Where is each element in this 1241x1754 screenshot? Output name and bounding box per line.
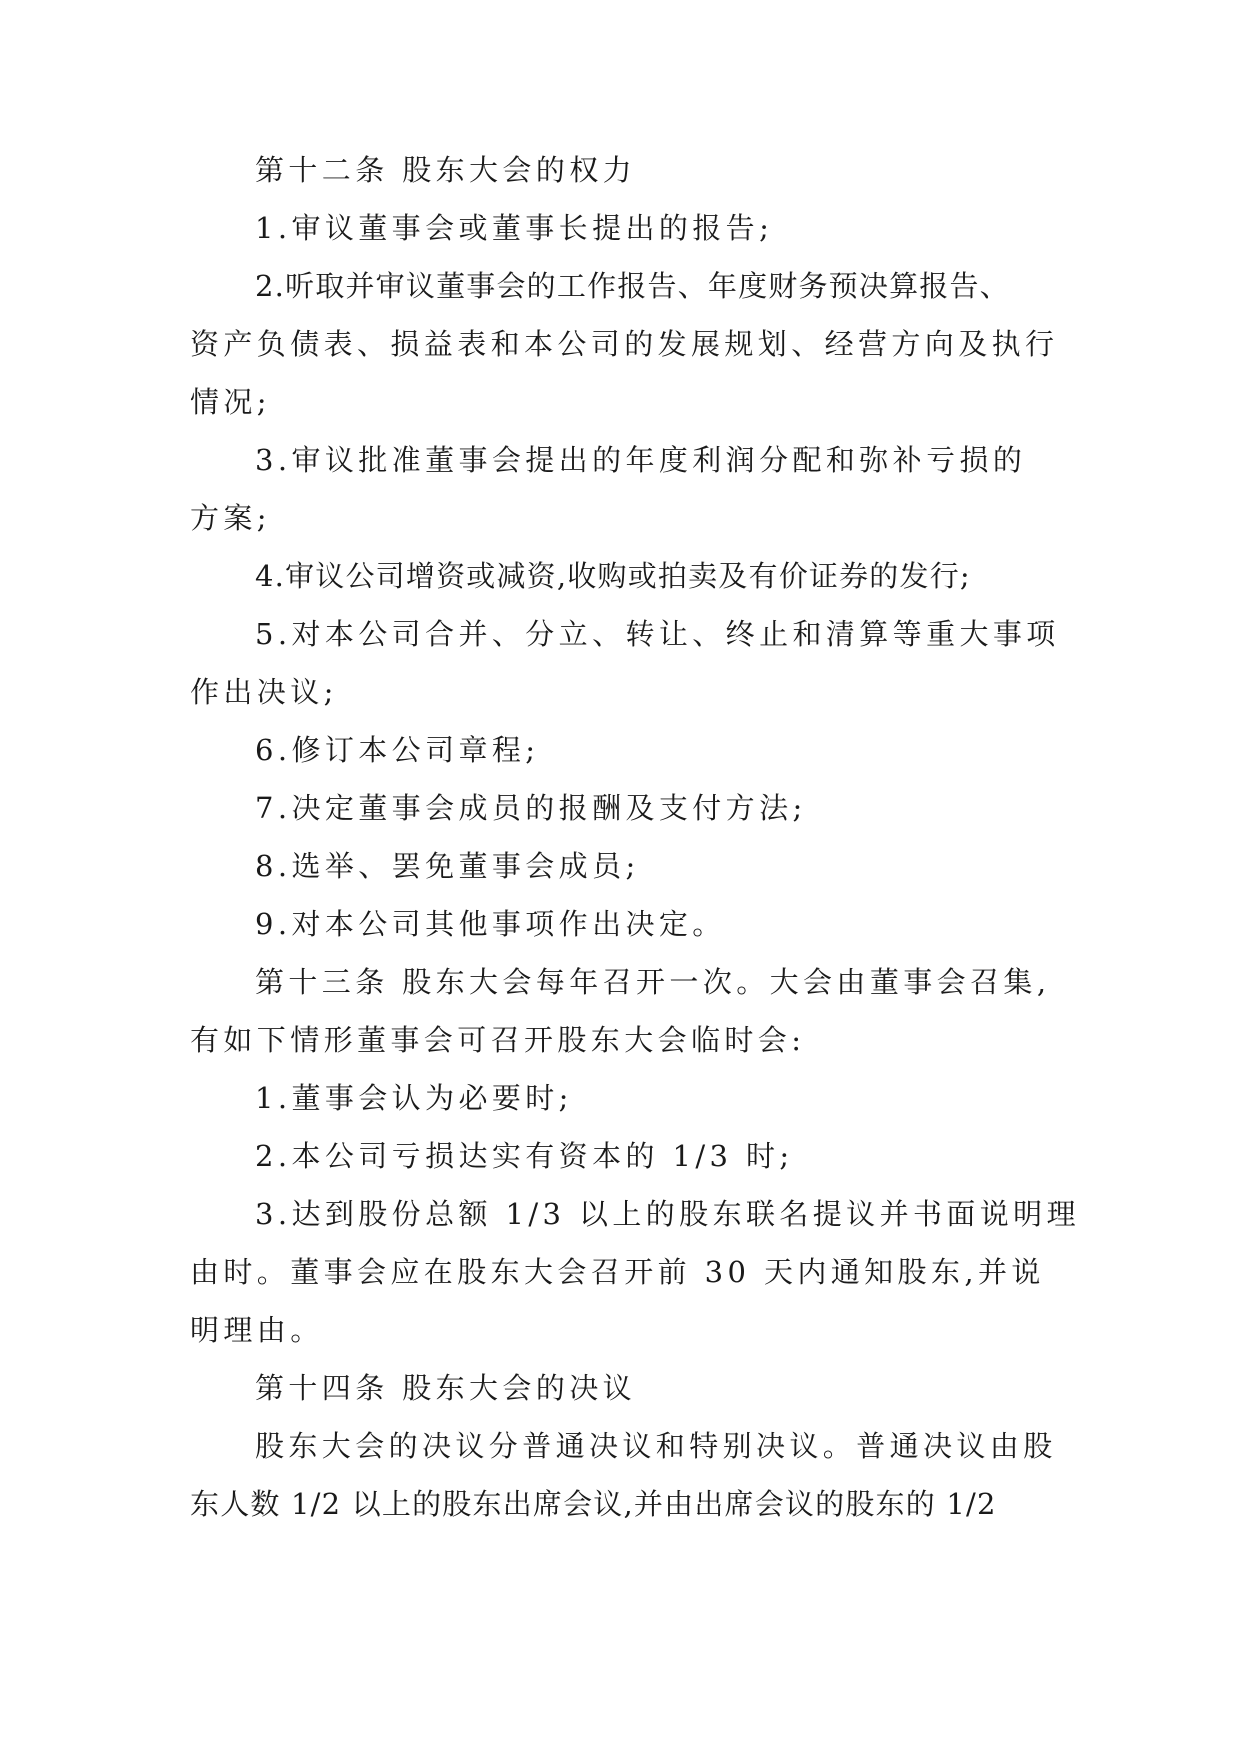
article-13-line-1: 第十三条 股东大会每年召开一次。大会由董事会召集, — [255, 965, 1051, 999]
article-12-item-2-line-1: 2.听取并审议董事会的工作报告、年度财务预决算报告、 — [255, 269, 1010, 303]
article-14-heading: 第十四条 股东大会的决议 — [255, 1371, 637, 1405]
article-12-heading: 第十二条 股东大会的权力 — [255, 153, 637, 187]
article-12-item-8: 8.选举、罢免董事会成员; — [255, 849, 640, 883]
article-12-item-4: 4.审议公司增资或减资,收购或拍卖及有价证券的发行; — [255, 559, 971, 593]
article-12-item-5-line-2: 作出决议; — [190, 675, 338, 709]
article-12-item-3-line-1: 3.审议批准董事会提出的年度利润分配和弥补亏损的 — [255, 443, 1027, 477]
article-12-item-3-line-2: 方案; — [190, 501, 271, 535]
article-12-item-2-line-2: 资产负债表、损益表和本公司的发展规划、经营方向及执行 — [190, 327, 1059, 361]
article-12-item-1: 1.审议董事会或董事长提出的报告; — [255, 211, 774, 245]
article-12-item-5-line-1: 5.对本公司合并、分立、转让、终止和清算等重大事项 — [255, 617, 1060, 651]
article-13-item-3-line-2: 由时。董事会应在股东大会召开前 30 天内通知股东,并说 — [190, 1255, 1045, 1289]
article-13-line-2: 有如下情形董事会可召开股东大会临时会: — [190, 1023, 806, 1057]
article-12-item-9: 9.对本公司其他事项作出决定。 — [255, 907, 726, 941]
article-12-item-2-line-3: 情况; — [190, 385, 271, 419]
article-12-item-6: 6.修订本公司章程; — [255, 733, 540, 767]
article-12-item-7: 7.决定董事会成员的报酬及支付方法; — [255, 791, 807, 825]
article-13-item-2: 2.本公司亏损达实有资本的 1/3 时; — [255, 1139, 794, 1173]
article-13-item-3-line-1: 3.达到股份总额 1/3 以上的股东联名提议并书面说明理 — [255, 1197, 1080, 1231]
article-13-item-3-line-3: 明理由。 — [190, 1313, 324, 1347]
article-14-line-2: 东人数 1/2 以上的股东出席会议,并由出席会议的股东的 1/2 — [190, 1487, 997, 1521]
article-13-item-1: 1.董事会认为必要时; — [255, 1081, 573, 1115]
article-14-line-1: 股东大会的决议分普通决议和特别决议。普通决议由股 — [255, 1429, 1057, 1463]
